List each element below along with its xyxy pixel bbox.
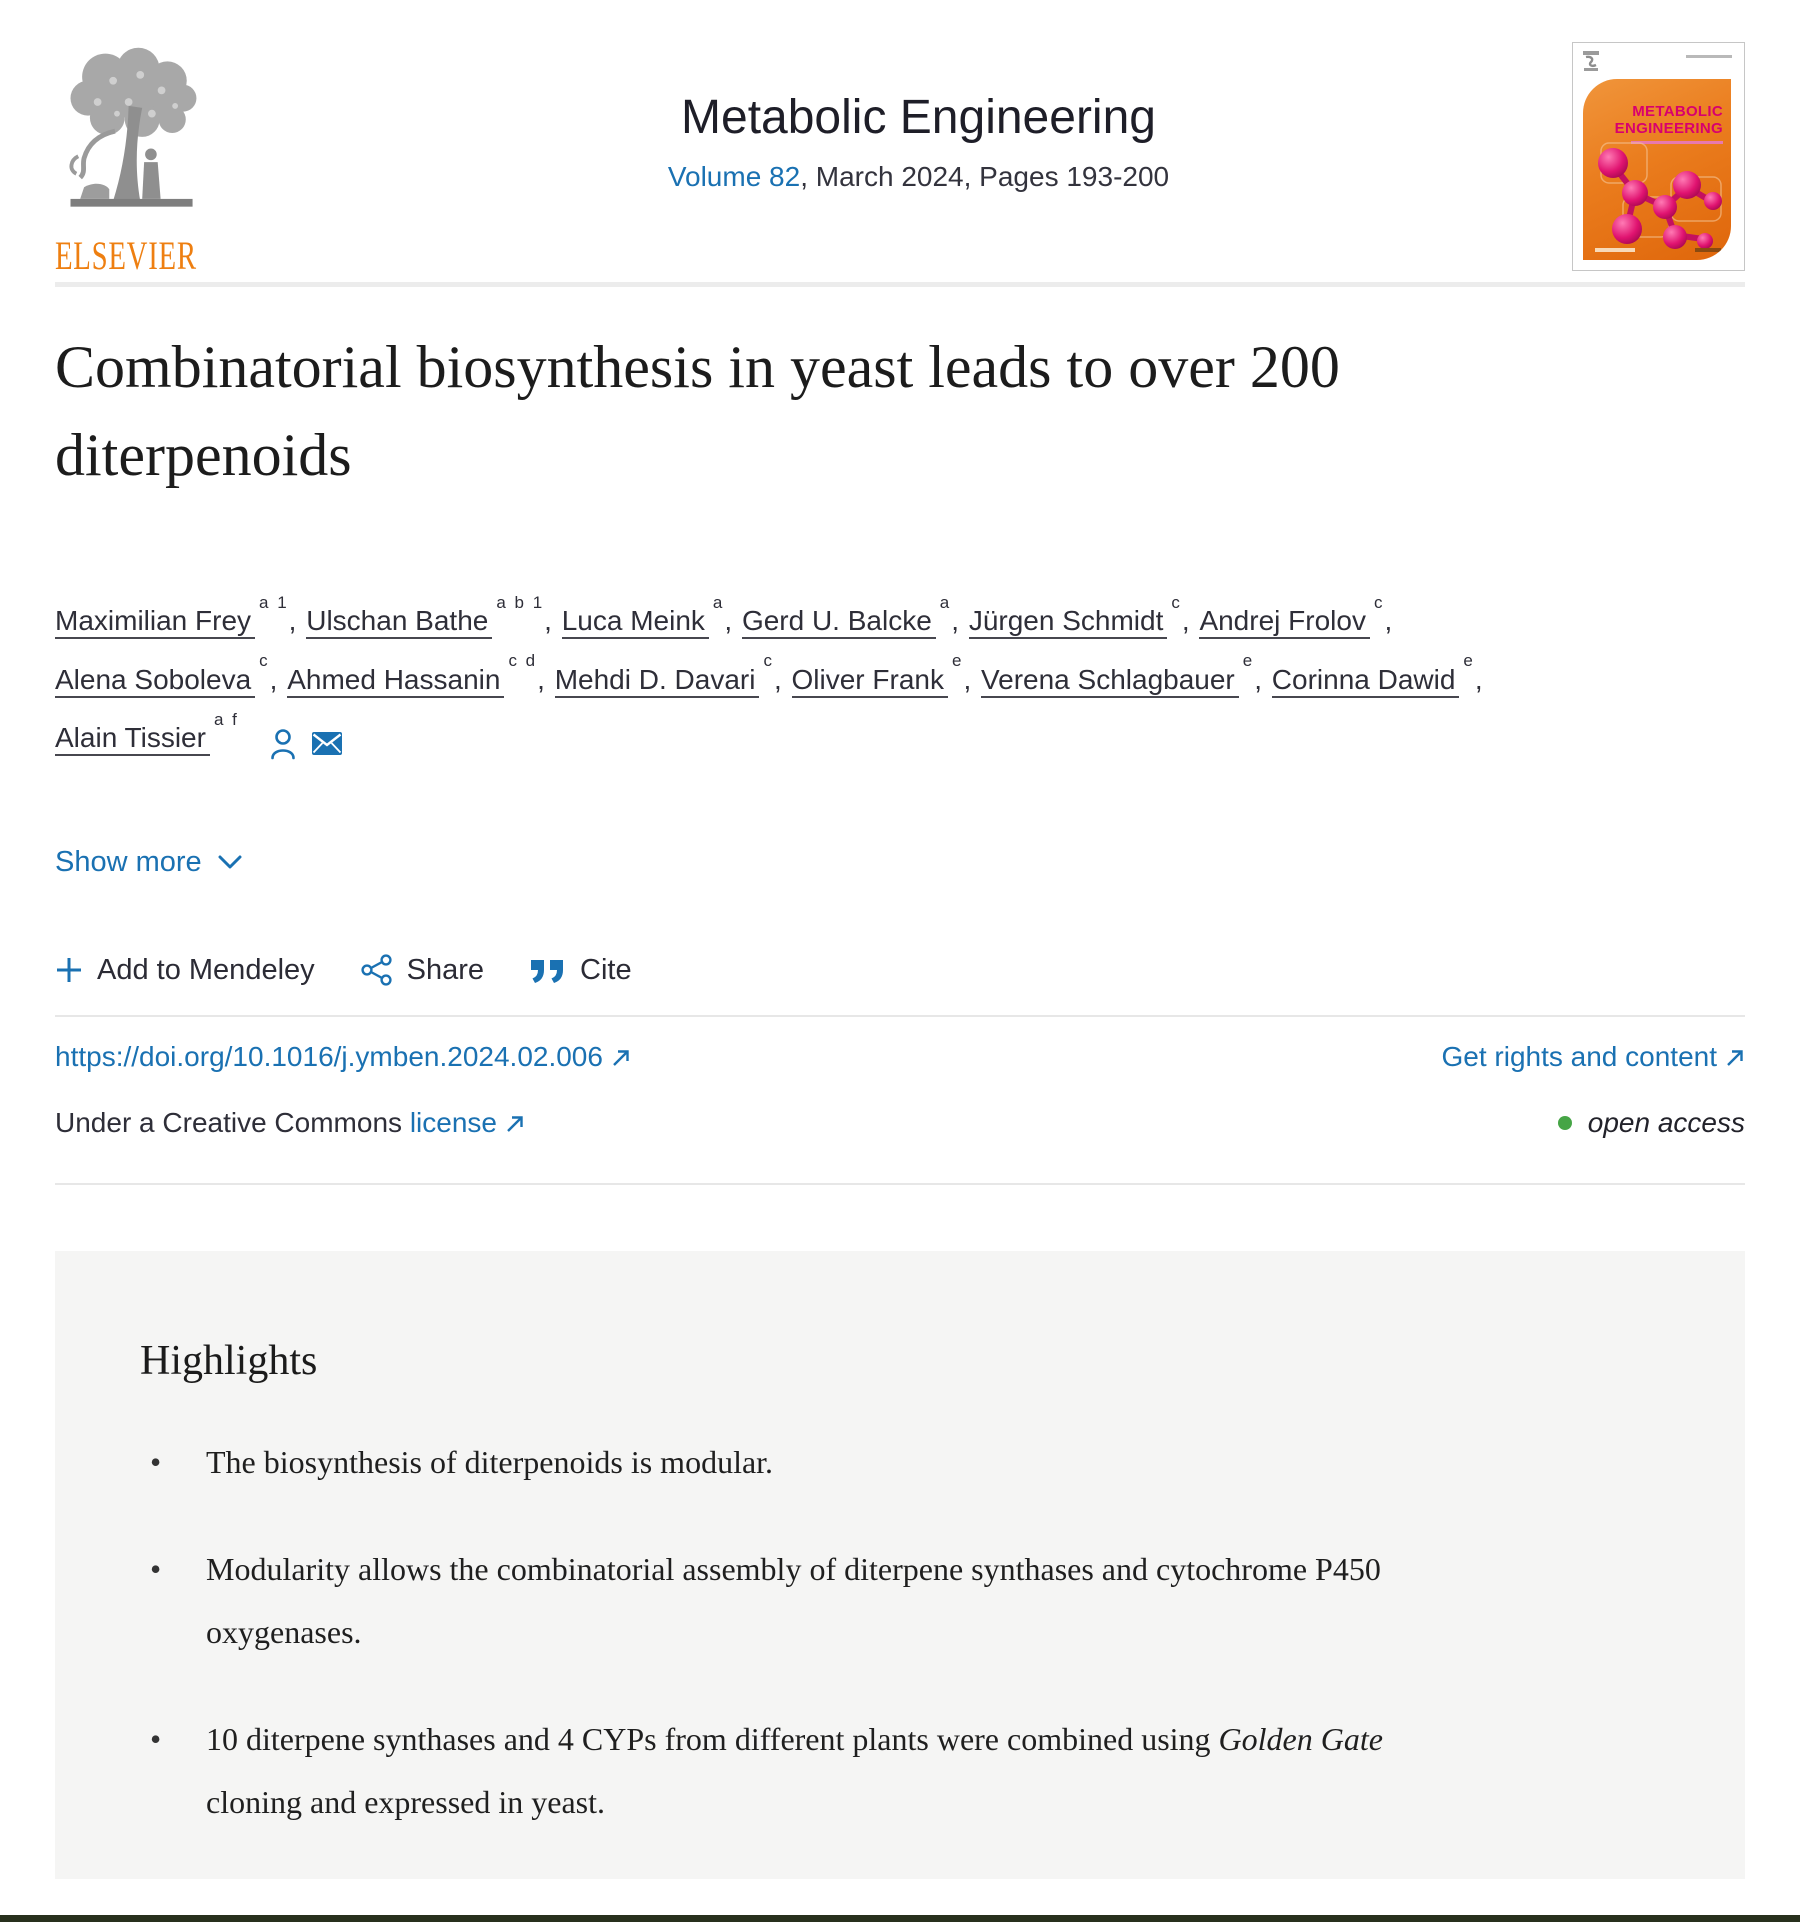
add-to-mendeley-button[interactable]: Add to Mendeley xyxy=(55,954,315,987)
open-access-badge: open access xyxy=(1558,1107,1745,1139)
divider xyxy=(55,1015,1745,1017)
elsevier-tree-icon xyxy=(55,40,210,228)
highlights-section xyxy=(55,1251,1745,1879)
author-link[interactable]: Ulschan Bathe$^{a b 1}$ xyxy=(306,605,544,636)
author-link[interactable]: Oliver Frank$^e$ xyxy=(792,664,964,695)
journal-title-link[interactable]: Metabolic Engineering xyxy=(681,91,1156,144)
author-link[interactable]: Mehdi D. Davari$^c$ xyxy=(555,664,774,695)
elsevier-logo[interactable] xyxy=(55,40,265,279)
share-icon xyxy=(361,954,393,986)
cover-art xyxy=(1583,79,1731,260)
license-row xyxy=(55,1107,1745,1139)
highlight-item: • 10 diterpene synthases and 4 CYPs from different plants were combined using Golden Gate cloning and expressed in yeast. xyxy=(140,1708,1406,1834)
volume-issue-line xyxy=(265,161,1572,193)
doi-row xyxy=(55,1041,1745,1073)
share-button[interactable]: Share xyxy=(361,954,484,987)
bottom-edge-bar xyxy=(0,1915,1800,1922)
open-access-dot-icon xyxy=(1558,1116,1572,1130)
issue-info: , March 2024, Pages 193-200 xyxy=(800,161,1170,193)
external-link-icon xyxy=(505,1114,525,1134)
external-link-icon xyxy=(611,1048,631,1068)
author-link[interactable]: Gerd U. Balcke$^a$ xyxy=(742,605,951,636)
divider xyxy=(55,1183,1745,1185)
author-link[interactable]: Ahmed Hassanin$^{c d}$ xyxy=(287,664,537,695)
elsevier-wordmark: ELSEVIER xyxy=(55,233,197,278)
article-title: Combinatorial biosynthesis in yeast leads to over 200 diterpenoids xyxy=(55,334,1340,488)
plus-icon xyxy=(55,956,83,984)
cover-molecules-art xyxy=(1583,135,1731,260)
highlights-list xyxy=(140,1431,1660,1834)
author-link[interactable]: Alena Soboleva$^c$ xyxy=(55,664,270,695)
author-link[interactable]: Corinna Dawid$^e$ xyxy=(1272,664,1475,695)
external-link-icon xyxy=(1725,1048,1745,1068)
corresponding-author-icon[interactable] xyxy=(269,728,297,760)
cite-button[interactable]: Cite xyxy=(530,954,632,987)
author-link[interactable]: Maximilian Frey$^{a 1}$ xyxy=(55,605,289,636)
email-author-icon[interactable] xyxy=(311,731,343,756)
highlight-item: • The biosynthesis of diterpenoids is modular. xyxy=(140,1431,1406,1494)
author-link[interactable]: Luca Meink$^a$ xyxy=(562,605,725,636)
journal-meta xyxy=(265,40,1572,193)
get-rights-link[interactable]: Get rights and content xyxy=(1441,1041,1745,1073)
quote-icon xyxy=(530,959,566,985)
chevron-down-icon xyxy=(218,855,242,870)
journal-header xyxy=(0,0,1800,282)
author-list: Maximilian Frey$^{a 1}$, Ulschan Bathe$^{a b 1}$, Luca Meink$^a$, Gerd U. Balcke$^a$, Jürgen Schmidt$^c$, Andrej Frolov$^c$, Alena Soboleva$^c$, Ahmed Hassanin$^{c d}$, Mehdi D. Davari$^c$, Oliver Frank$^e$, Verena Schlagbauer$^e$, Corinna Dawid$^e$, Alain Tissier$^{a f}$ xyxy=(55,589,1615,768)
author-link[interactable]: Alain Tissier$^{a f}$ xyxy=(55,722,239,753)
volume-link[interactable]: Volume 82 xyxy=(667,161,801,193)
cover-publisher-text xyxy=(1695,248,1721,252)
license-link[interactable]: license xyxy=(409,1106,497,1138)
cover-mini-logo-icon xyxy=(1582,50,1600,72)
doi-link[interactable]: https://doi.org/10.1016/j.ymben.2024.02.006 xyxy=(55,1041,631,1073)
action-toolbar xyxy=(55,954,1745,987)
author-link[interactable]: Verena Schlagbauer$^e$ xyxy=(981,664,1254,695)
author-link[interactable]: Jürgen Schmidt$^c$ xyxy=(969,605,1182,636)
license-line: Under a Creative Commons license xyxy=(55,1107,525,1139)
author-link[interactable]: Andrej Frolov$^c$ xyxy=(1199,605,1384,636)
header-divider xyxy=(55,282,1745,287)
journal-cover-thumbnail[interactable] xyxy=(1572,42,1745,271)
highlight-item: • Modularity allows the combinatorial assembly of diterpene synthases and cytochrome P450 oxygenases. xyxy=(140,1538,1406,1664)
highlights-heading: Highlights xyxy=(140,1337,318,1384)
cover-issn-text xyxy=(1595,248,1635,252)
cover-tiny-text xyxy=(1686,55,1732,58)
show-more-button[interactable]: Show more xyxy=(55,846,242,879)
cover-journal-name: METABOLIC ENGINEERING xyxy=(1614,103,1723,137)
article-main xyxy=(0,323,1800,1879)
